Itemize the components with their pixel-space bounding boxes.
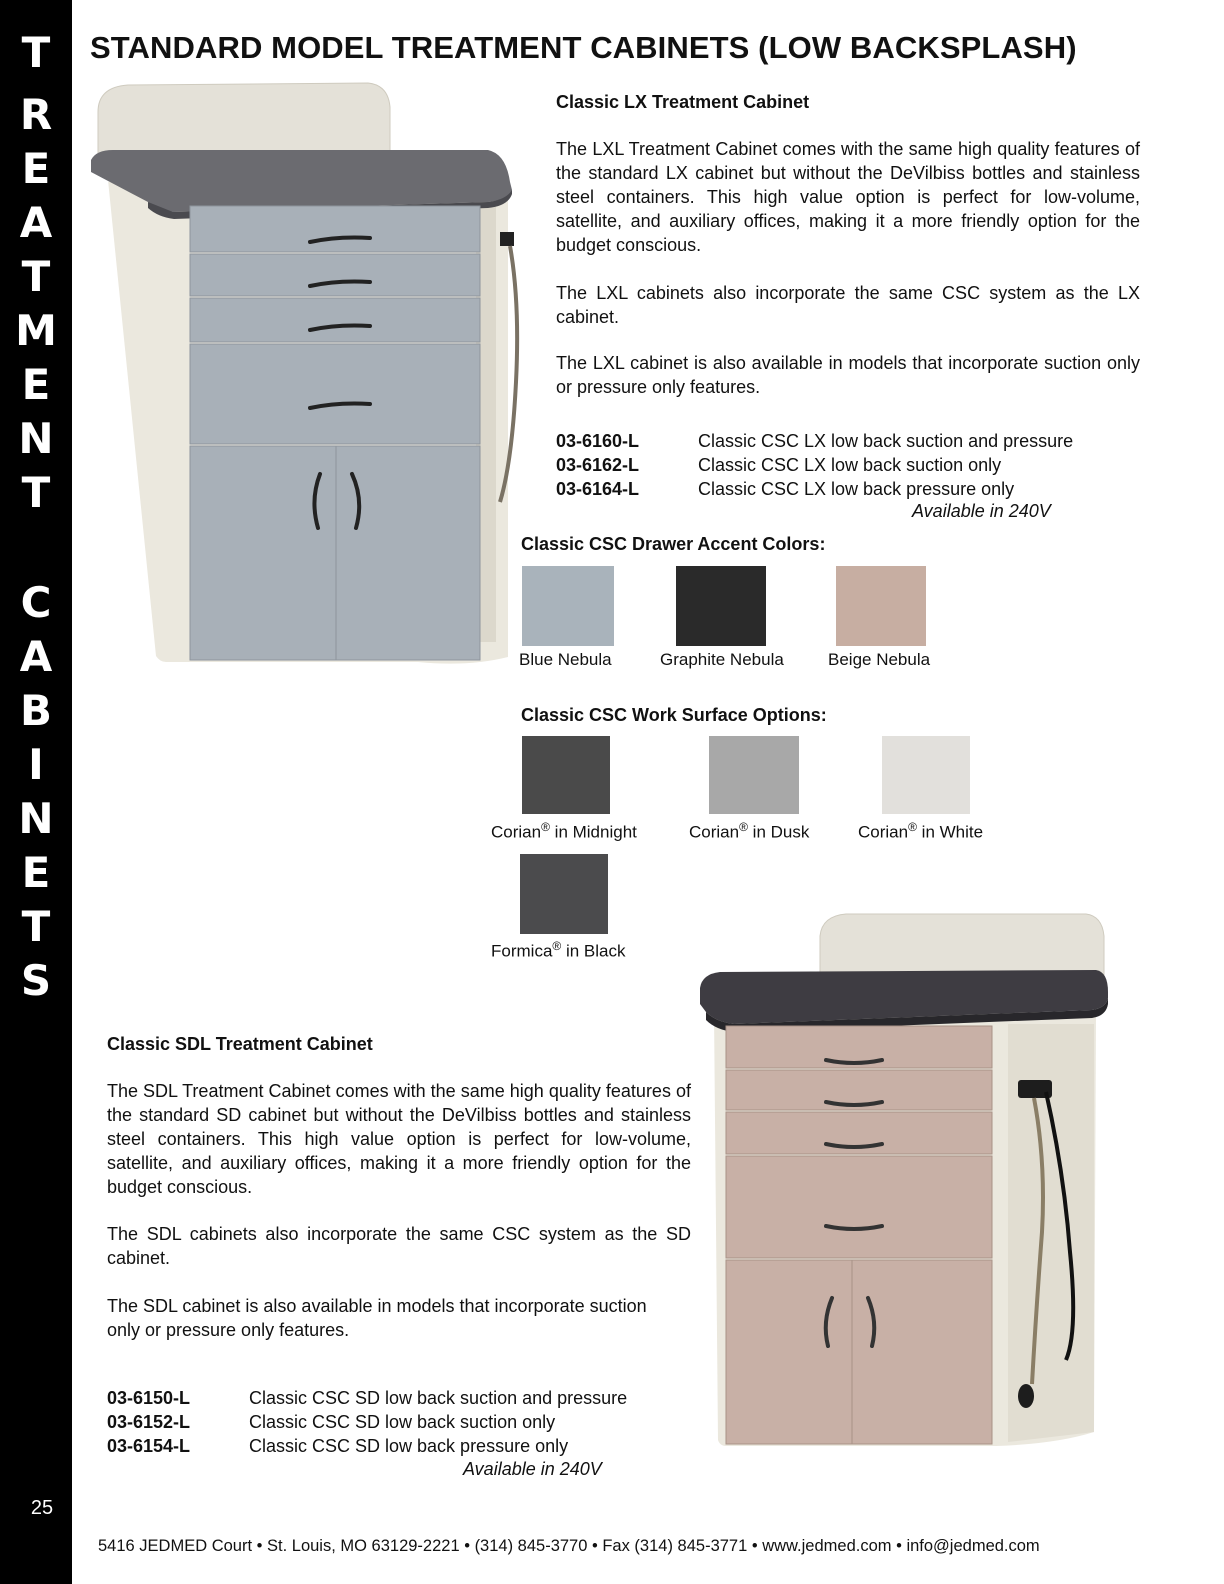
sidebar-letter: T [21, 468, 51, 517]
lx-heading: Classic LX Treatment Cabinet [556, 92, 810, 112]
sd-paragraph: The SDL cabinets also incorporate the same CSC system as the SD cabinet. [107, 1224, 691, 1268]
sidebar-letter: S [20, 956, 52, 1005]
accent-colors-heading: Classic CSC Drawer Accent Colors: [521, 534, 826, 554]
sd-model-list [107, 1386, 627, 1458]
sidebar-letter: T [21, 902, 51, 951]
sd-heading: Classic SDL Treatment Cabinet [107, 1034, 373, 1054]
lx-cabinet-image [88, 82, 528, 672]
sidebar-letter: A [19, 198, 53, 247]
model-description: Classic CSC LX low back suction only [698, 455, 1002, 475]
footer-contact: 5416 JEDMED Court • St. Louis, MO 63129-2221 • (314) 845-3770 • Fax (314) 845-3771 • www.jedmed.com • info@jedmed.com [98, 1537, 1040, 1555]
lx-available-240v: Available in 240V [912, 501, 1051, 521]
model-description: Classic CSC LX low back pressure only [698, 479, 1015, 499]
page-title: STANDARD MODEL TREATMENT CABINETS (LOW BACKSPLASH) [90, 30, 1077, 65]
lx-paragraph: The LXL cabinet is also available in models that incorporate suction only or pressure only features. [556, 353, 1140, 397]
page-number: 25 [30, 1497, 54, 1519]
swatch-label: Graphite Nebula [660, 650, 784, 669]
sidebar-letter: T [21, 28, 51, 77]
model-row [107, 1386, 627, 1410]
sd-cabinet-image [696, 912, 1116, 1462]
sd-available-240v: Available in 240V [463, 1459, 602, 1479]
swatch-beige-nebula [836, 566, 926, 646]
model-description: Classic CSC SD low back suction only [249, 1412, 556, 1432]
lx-model-list [556, 429, 1073, 501]
model-description: Classic CSC SD low back pressure only [249, 1436, 569, 1456]
model-row [107, 1434, 627, 1458]
swatch-label: Formica® in Black [491, 939, 626, 961]
sidebar-letter: C [20, 578, 52, 627]
sidebar-letter: N [18, 414, 54, 463]
model-row [556, 477, 1073, 501]
sidebar [0, 0, 72, 1584]
model-code: 03-6150-L [107, 1388, 191, 1408]
swatch-corian-dusk [709, 736, 799, 814]
swatch-corian-midnight [522, 736, 610, 814]
sd-paragraph: The SDL cabinet is also available in models that incorporate suction only or pressure only features. [107, 1296, 647, 1340]
model-description: Classic CSC LX low back suction and pressure [698, 431, 1074, 451]
swatch-label: Beige Nebula [828, 650, 931, 669]
swatch-corian-white [882, 736, 970, 814]
sidebar-letter: I [28, 740, 44, 789]
sidebar-letter: A [19, 632, 53, 681]
swatch-label: Corian® in Dusk [689, 820, 810, 842]
lx-paragraph: The LXL Treatment Cabinet comes with the same high quality features of the standard LX cabinet but without the DeVilbiss bottles and stainless steel containers. This high value option is perfect for low-volume, satellite, and auxiliary offices, making it a more friendly option for the budget conscious. [556, 139, 1140, 255]
model-row [107, 1410, 627, 1434]
sidebar-letter: E [21, 144, 51, 193]
model-code: 03-6154-L [107, 1436, 191, 1456]
model-description: Classic CSC SD low back suction and pressure [249, 1388, 628, 1408]
swatch-label: Blue Nebula [519, 650, 612, 669]
swatch-graphite-nebula [676, 566, 766, 646]
sidebar-letter: M [15, 306, 57, 355]
sidebar-letter: B [19, 686, 52, 735]
model-code: 03-6162-L [556, 455, 640, 475]
sidebar-letter: N [18, 794, 54, 843]
model-code: 03-6160-L [556, 431, 640, 451]
model-code: 03-6164-L [556, 479, 640, 499]
sd-paragraph: The SDL Treatment Cabinet comes with the same high quality features of the standard SD cabinet but without the DeVilbiss bottles and stainless steel containers. This high value option is perfect for low-volume, satellite, and auxiliary offices, making it a more friendly option for the budget conscious. [107, 1081, 691, 1197]
swatch-formica-black [520, 854, 608, 934]
swatch-label: Corian® in Midnight [491, 820, 637, 842]
sidebar-letter: E [21, 360, 51, 409]
sidebar-letter: R [19, 90, 53, 139]
swatch-label: Corian® in White [858, 820, 984, 842]
model-code: 03-6152-L [107, 1412, 191, 1432]
swatch-blue-nebula [522, 566, 614, 646]
work-surface-heading: Classic CSC Work Surface Options: [521, 705, 827, 725]
sidebar-letter: E [21, 848, 51, 897]
model-row [556, 429, 1073, 453]
sidebar-letter: T [21, 252, 51, 301]
model-row [556, 453, 1073, 477]
lx-paragraph: The LXL cabinets also incorporate the same CSC system as the LX cabinet. [556, 283, 1140, 327]
